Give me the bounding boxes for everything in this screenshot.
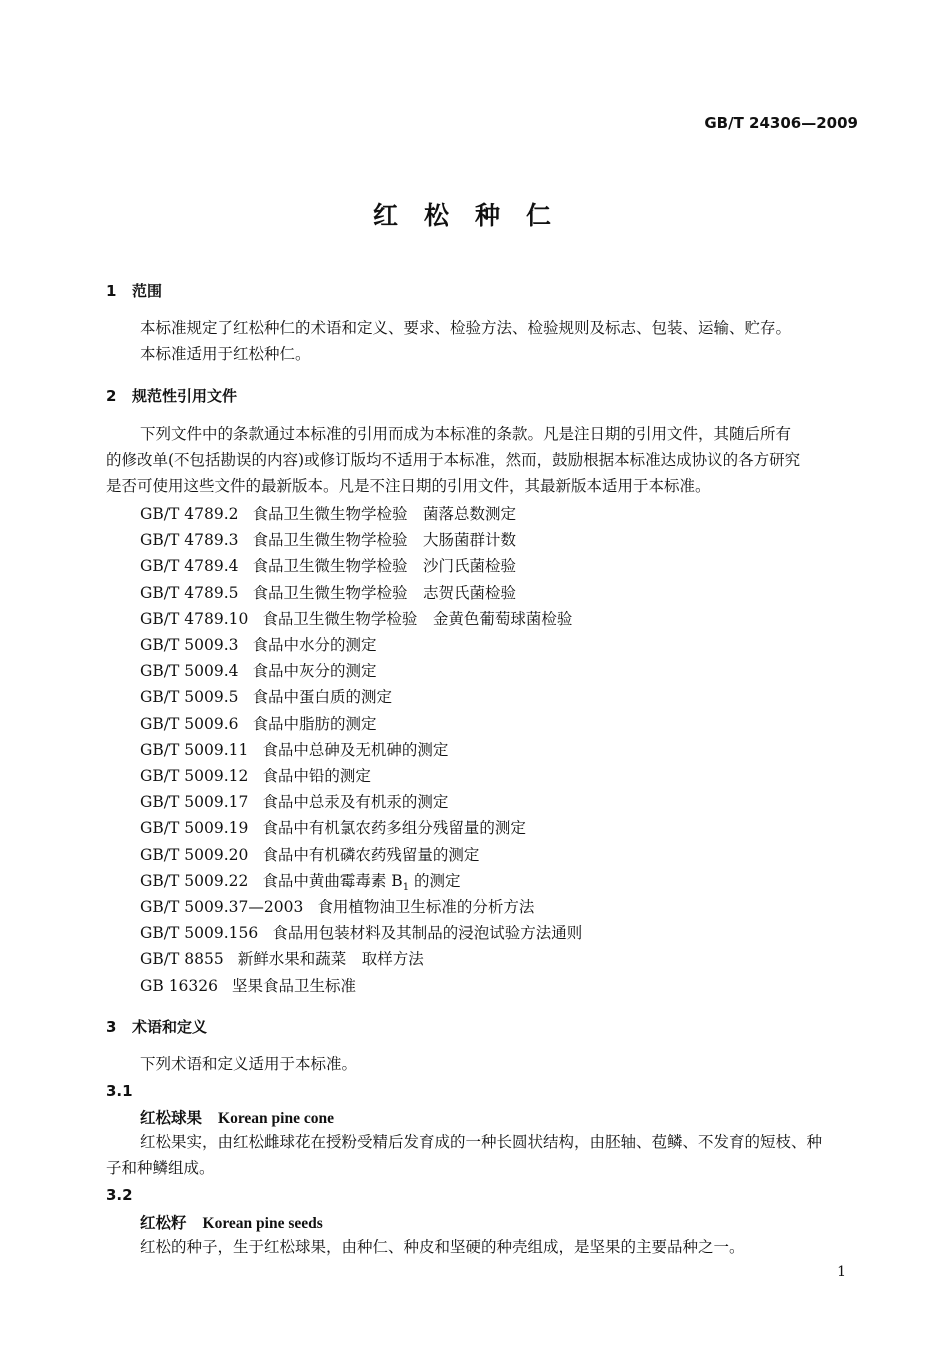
reference-title: 坚果食品卫生标准	[232, 976, 357, 995]
reference-item	[140, 738, 448, 760]
reference-title: 食品卫生微生物学检验 志贺氏菌检验	[252, 583, 517, 602]
definition-3-2-line-1: 红松的种子，生于红松球果，由种仁、种皮和坚硬的种壳组成，是坚果的主要品种之一。	[140, 1238, 745, 1256]
reference-title: 新鲜水果和蔬菜 取样方法	[237, 950, 424, 969]
reference-title: 食品中灰分的测定	[252, 662, 377, 681]
clause-3-2-number: 3.2	[106, 1186, 133, 1204]
reference-code: GB/T 5009.5	[140, 688, 239, 707]
section-3-heading	[106, 1016, 207, 1037]
reference-item	[140, 816, 526, 838]
reference-item	[140, 607, 572, 629]
reference-title: 食品卫生微生物学检验 沙门氏菌检验	[252, 557, 517, 576]
term-chinese: 红松籽	[140, 1213, 187, 1232]
term-english: Korean pine cone	[218, 1110, 334, 1127]
reference-code: GB/T 5009.4	[140, 662, 239, 681]
section-1-heading	[106, 280, 162, 301]
reference-code: GB/T 5009.22	[140, 871, 249, 890]
reference-code: GB/T 5009.12	[140, 767, 249, 785]
document-title: 红松种仁	[372, 201, 577, 230]
reference-item	[140, 764, 371, 786]
reference-title: 食品中有机氯农药多组分残留量的测定	[262, 819, 526, 838]
section-title: 范围	[132, 282, 163, 300]
reference-item	[140, 633, 377, 655]
section-number: 1	[106, 282, 117, 300]
scope-para-1: 本标准规定了红松种仁的术语和定义、要求、检验方法、检验规则及标志、包装、运输、贮存。	[140, 319, 792, 337]
reference-item	[140, 974, 356, 996]
reference-title: 食品卫生微生物学检验 金黄色葡萄球菌检验	[262, 609, 573, 628]
reference-code: GB/T 5009.19	[140, 819, 249, 838]
reference-title: 食品中黄曲霉毒素 B	[262, 871, 403, 890]
reference-title: 食品中蛋白质的测定	[252, 688, 393, 707]
reference-title: 食品中总汞及有机汞的测定	[262, 793, 449, 812]
reference-item	[140, 790, 448, 812]
reference-code: GB/T 5009.11	[140, 740, 249, 759]
reference-title: 食品卫生微生物学检验 大肠菌群计数	[252, 531, 517, 550]
reference-code: GB/T 4789.2	[140, 505, 239, 523]
reference-title-tail: 的测定	[409, 871, 461, 890]
reference-code: GB/T 5009.17	[140, 793, 249, 812]
term-3-1	[140, 1106, 334, 1128]
reference-code: GB/T 4789.10	[140, 609, 249, 628]
reference-item	[140, 581, 516, 603]
reference-code: GB/T 8855	[140, 950, 224, 969]
reference-item	[140, 502, 516, 524]
reference-title: 食品用包装材料及其制品的浸泡试验方法通则	[272, 924, 583, 943]
section-2-heading	[106, 385, 237, 406]
scope-para-2: 本标准适用于红松种仁。	[140, 345, 311, 363]
term-chinese: 红松球果	[140, 1108, 203, 1127]
reference-code: GB/T 5009.6	[140, 714, 239, 733]
reference-code: GB/T 5009.20	[140, 845, 249, 864]
term-3-2	[140, 1211, 323, 1233]
reference-item	[140, 843, 479, 865]
reference-item	[140, 921, 582, 943]
reference-item	[140, 528, 516, 550]
section-title: 规范性引用文件	[132, 387, 238, 405]
reference-code: GB/T 5009.37—2003	[140, 898, 304, 916]
section-title: 术语和定义	[132, 1018, 208, 1036]
reference-title: 食品中脂肪的测定	[252, 714, 377, 733]
reference-title: 食品中铅的测定	[262, 767, 371, 785]
reference-item	[140, 659, 377, 681]
reference-code: GB/T 5009.156	[140, 924, 259, 943]
reference-code: GB/T 4789.5	[140, 583, 239, 602]
reference-title: 食用植物油卫生标准的分析方法	[317, 898, 535, 916]
reference-item	[140, 712, 377, 734]
reference-title: 食品中水分的测定	[252, 636, 377, 654]
term-english: Korean pine seeds	[202, 1215, 323, 1232]
page-number: 1	[837, 1264, 846, 1280]
reference-code: GB/T 4789.3	[140, 531, 239, 550]
refs-intro-line-2: 的修改单(不包括勘误的内容)或修订版均不适用于本标准，然而，鼓励根据本标准达成协议的各方研究	[106, 451, 801, 469]
section-number: 2	[106, 387, 117, 405]
definition-3-1-line-1: 红松果实，由红松雌球花在授粉受精后发育成的一种长圆状结构，由胚轴、苞鳞、不发育的短枝、种	[140, 1133, 823, 1151]
refs-intro-line-1: 下列文件中的条款通过本标准的引用而成为本标准的条款。凡是注日期的引用文件，其随后所有	[140, 425, 792, 443]
clause-3-1-number: 3.1	[106, 1082, 133, 1100]
reference-code: GB 16326	[140, 976, 219, 995]
reference-title: 食品中有机磷农药残留量的测定	[262, 845, 480, 864]
refs-intro-line-3: 是否可使用这些文件的最新版本。凡是不注日期的引用文件，其最新版本适用于本标准。	[106, 477, 711, 495]
reference-item	[140, 895, 534, 917]
standard-number: GB/T 24306—2009	[704, 114, 858, 132]
reference-code: GB/T 4789.4	[140, 557, 239, 576]
reference-code: GB/T 5009.3	[140, 636, 239, 654]
reference-item	[140, 554, 516, 576]
reference-item	[140, 869, 461, 893]
definition-3-1-line-2: 子和种鳞组成。	[106, 1159, 215, 1177]
reference-title: 食品中总砷及无机砷的测定	[262, 740, 449, 759]
section-number: 3	[106, 1018, 117, 1036]
terms-intro: 下列术语和定义适用于本标准。	[140, 1055, 358, 1073]
reference-title: 食品卫生微生物学检验 菌落总数测定	[252, 505, 517, 523]
reference-item	[140, 685, 392, 707]
reference-item	[140, 947, 424, 969]
reference-subscript: 1	[402, 881, 410, 893]
